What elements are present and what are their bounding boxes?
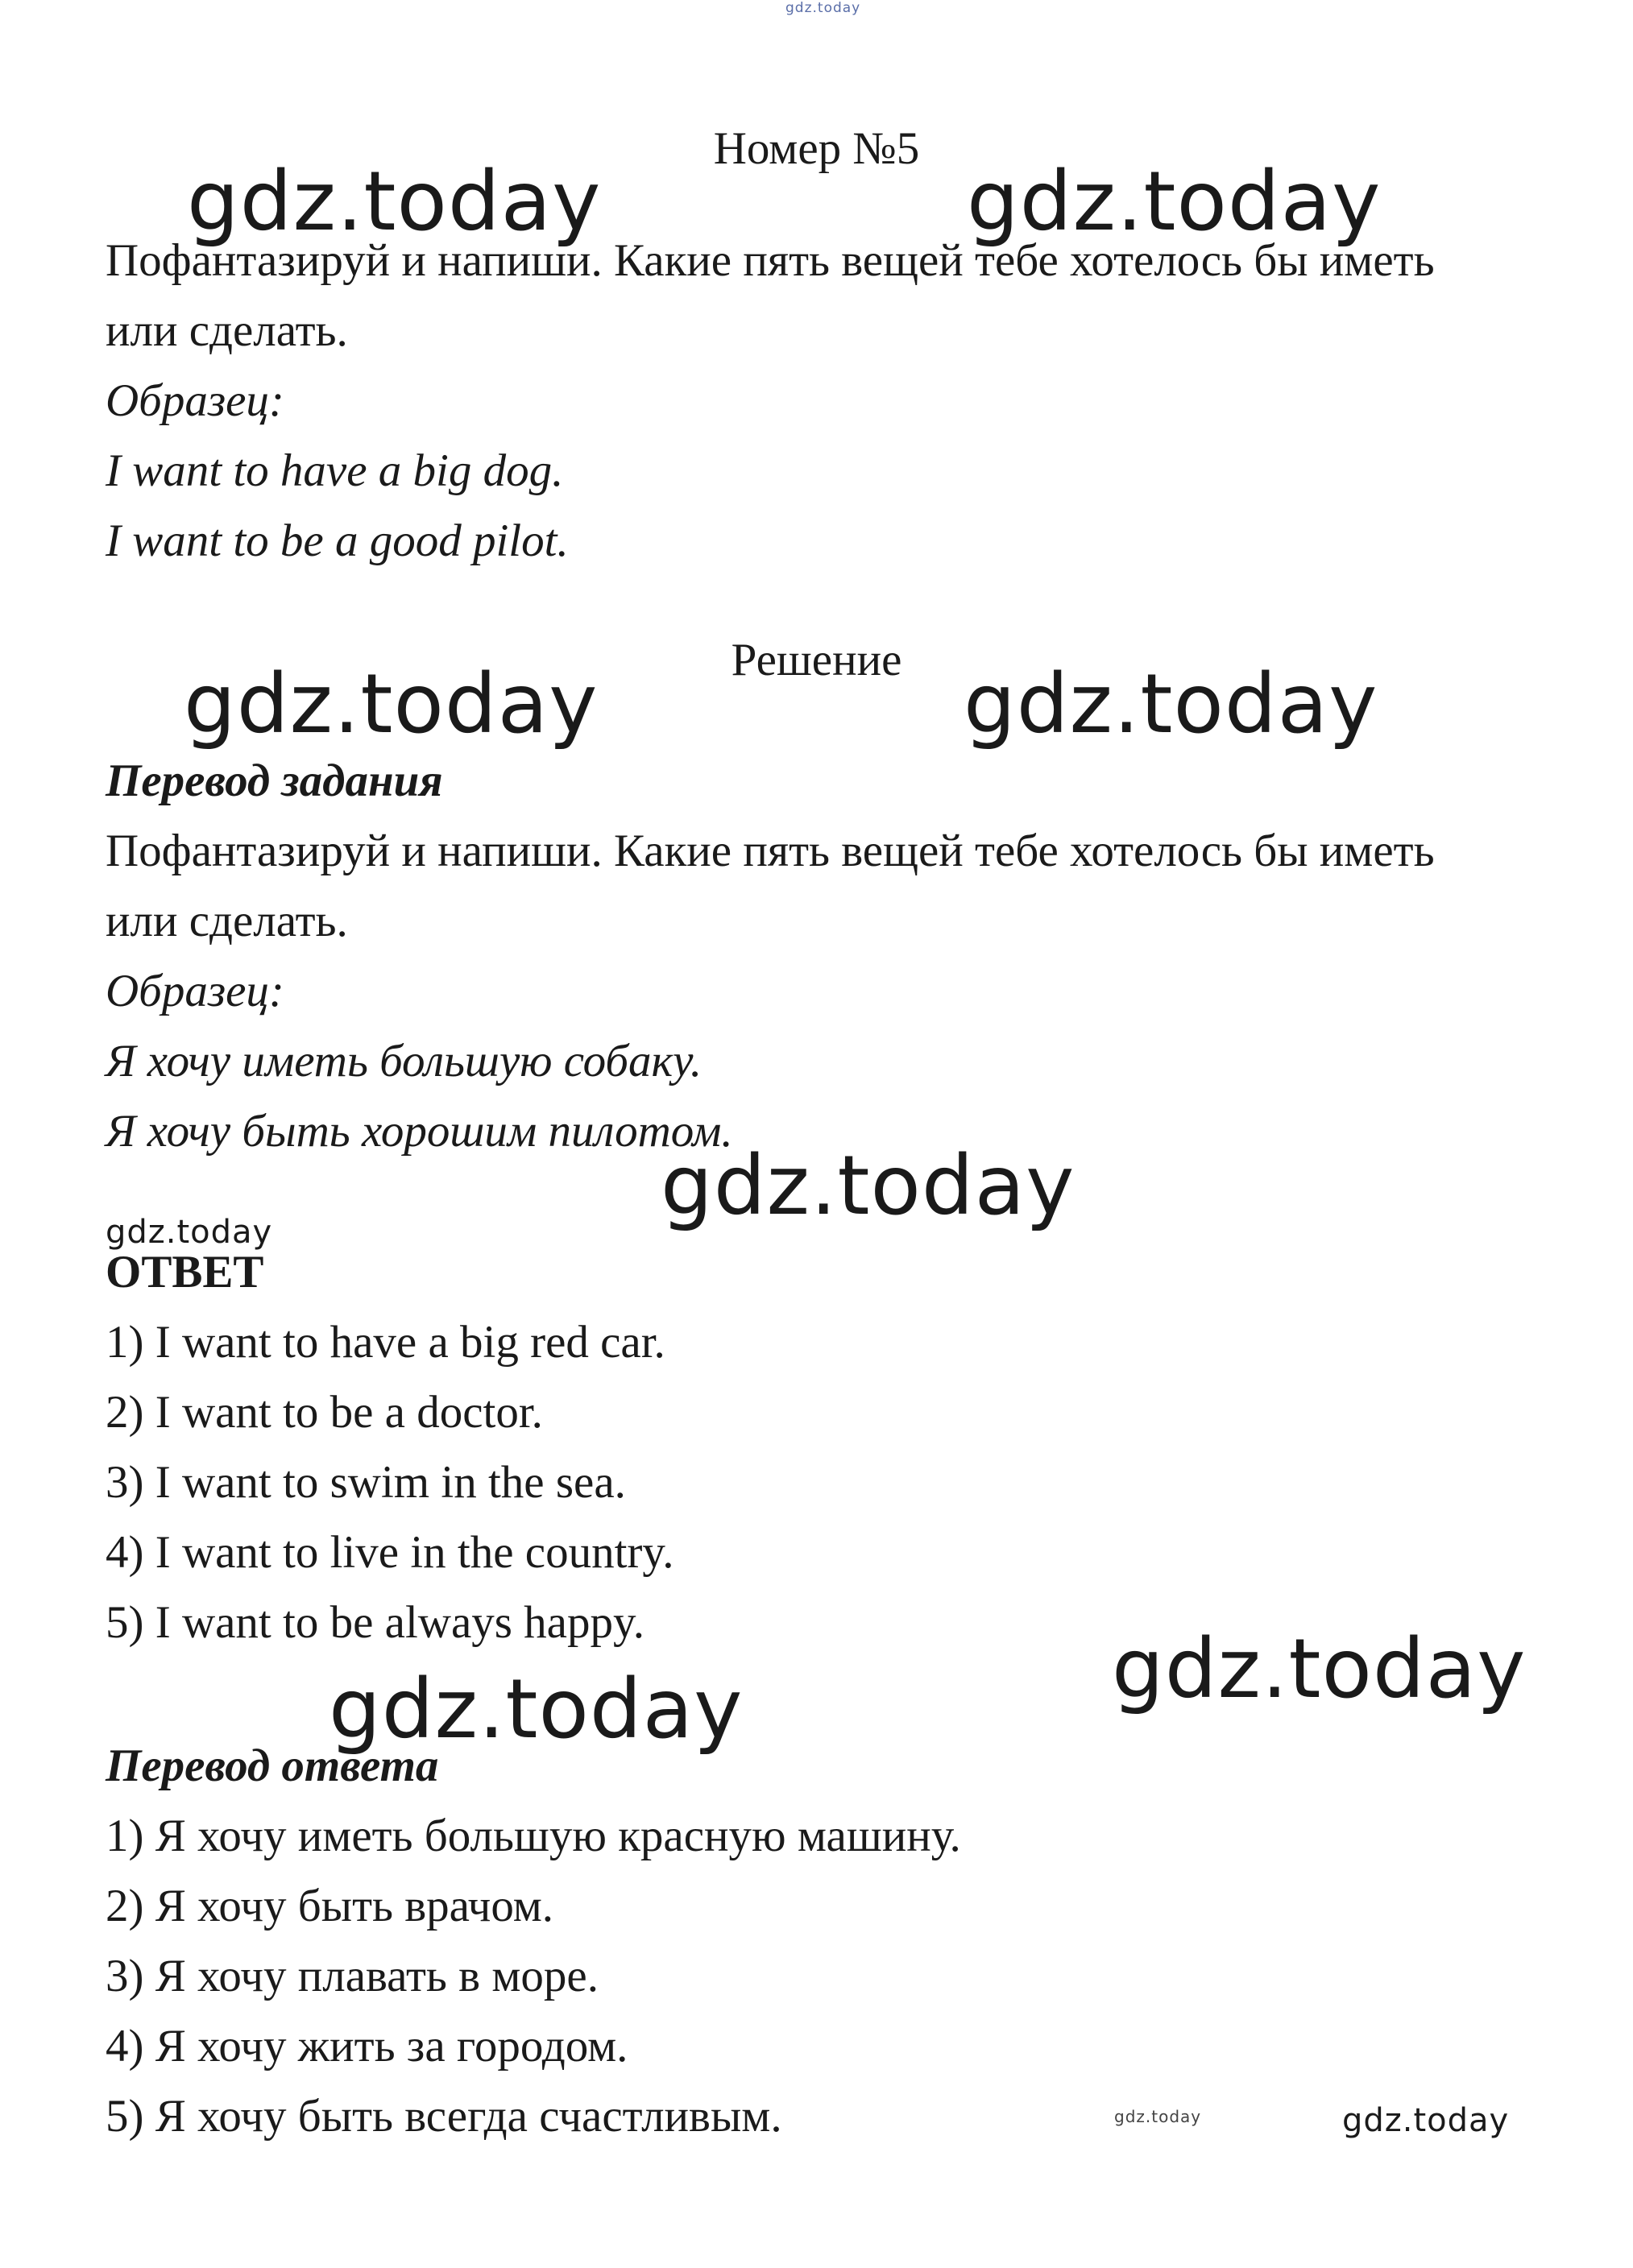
watermark-8: gdz.today xyxy=(329,1662,744,1757)
watermark-10: gdz.today xyxy=(1342,2102,1510,2139)
answer-translation-item-4: 4) Я хочу жить за городом. xyxy=(106,2021,628,2071)
answer-item-4: 4) I want to live in the country. xyxy=(106,1527,674,1578)
answer-heading: ОТВЕТ xyxy=(106,1247,264,1297)
watermark-6: gdz.today xyxy=(106,1214,273,1251)
watermark-4: gdz.today xyxy=(964,656,1378,752)
watermark-2: gdz.today xyxy=(967,154,1382,250)
watermark-7: gdz.today xyxy=(1112,1621,1527,1717)
task-translation-line-2: или сделать. xyxy=(106,896,348,946)
task-translation-sample-1: Я хочу иметь большую собаку. xyxy=(106,1036,703,1086)
task-line-2: или сделать. xyxy=(106,305,348,356)
task-translation-sample-2: Я хочу быть хорошим пилотом. xyxy=(106,1106,733,1157)
watermark-1: gdz.today xyxy=(187,154,602,250)
solution-heading: Решение xyxy=(731,635,902,685)
watermark-3: gdz.today xyxy=(184,656,599,752)
answer-item-3: 3) I want to swim in the sea. xyxy=(106,1457,626,1508)
task-sample-label: Образец: xyxy=(106,375,284,426)
task-translation-line-1: Пофантазируй и напиши. Какие пять вещей тебе хотелось бы иметь xyxy=(106,826,1435,876)
task-translation-heading: Перевод задания xyxy=(106,755,443,806)
answer-translation-item-1: 1) Я хочу иметь большую красную машину. xyxy=(106,1811,961,1861)
answer-item-2: 2) I want to be a doctor. xyxy=(106,1387,543,1438)
answer-translation-item-2: 2) Я хочу быть врачом. xyxy=(106,1881,554,1931)
watermark-top: gdz.today xyxy=(785,0,861,16)
answer-item-5: 5) I want to be always happy. xyxy=(106,1597,645,1648)
answer-translation-item-3: 3) Я хочу плавать в море. xyxy=(106,1951,599,2001)
watermark-5: gdz.today xyxy=(661,1138,1076,1234)
task-line-1: Пофантазируй и напиши. Какие пять вещей тебе хотелось бы иметь xyxy=(106,235,1435,286)
task-translation-sample-label: Образец: xyxy=(106,966,284,1016)
task-sample-1: I want to have a big dog. xyxy=(106,445,564,496)
answer-translation-item-5: 5) Я хочу быть всегда счастливым. xyxy=(106,2091,782,2142)
answer-translation-heading: Перевод ответа xyxy=(106,1740,439,1791)
watermark-9: gdz.today xyxy=(1114,2107,1202,2126)
answer-item-1: 1) I want to have a big red car. xyxy=(106,1317,665,1368)
task-sample-2: I want to be a good pilot. xyxy=(106,515,569,566)
page-title: Номер №5 xyxy=(713,123,920,174)
